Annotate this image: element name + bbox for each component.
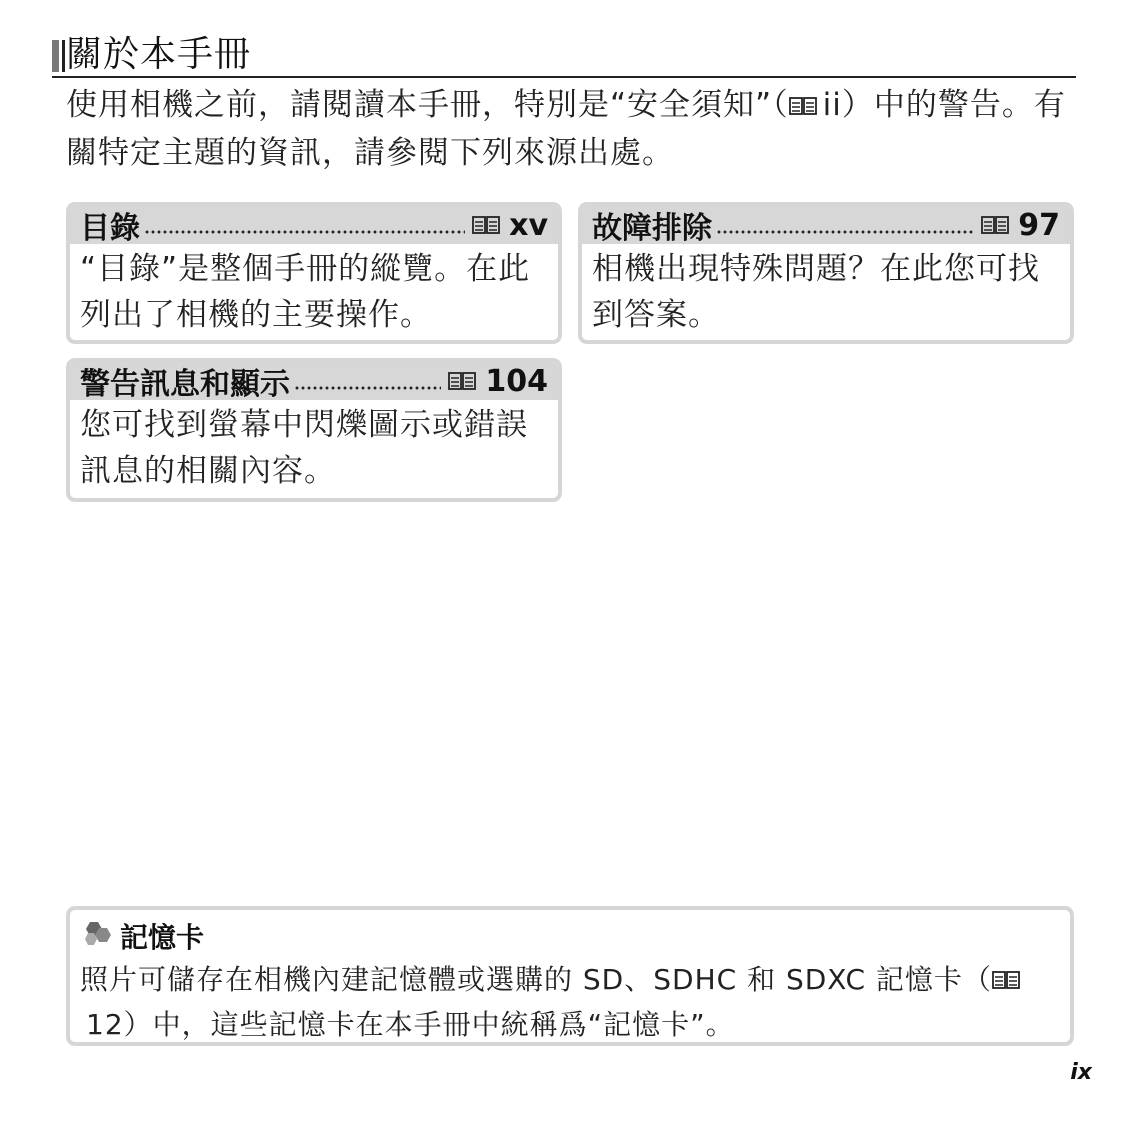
card-description: 您可找到螢幕中閃爍圖示或錯誤訊息的相關內容。 [80,407,528,489]
note-text [80,958,1060,1047]
note-text-start: 照片可儲存在相機內建記憶體或選購的 SD、SDHC 和 SDXC 記憶卡（ [80,963,992,996]
book-icon [980,208,1010,243]
card-page-ref[interactable] [447,364,548,399]
note-page-ref[interactable]: 12 [86,1008,124,1041]
card-table-of-contents [66,202,562,344]
section-heading [52,34,1076,78]
page-number-label: 97 [1018,207,1060,243]
card-title: 警告訊息和顯示 [80,367,290,402]
card-page-ref[interactable] [471,208,548,243]
book-icon [992,959,1020,1003]
note-title: 記憶卡 [120,921,205,954]
page-number-label: 104 [485,363,548,399]
leader-dots [144,229,465,235]
intro-page-ref[interactable]: ii [822,87,842,123]
card-description: “目錄”是整個手冊的縱覽。在此列出了相機的主要操作。 [80,251,531,333]
card-troubleshooting [578,202,1074,344]
intro-text-start: 使用相機之前，請閱讀本手冊，特別是“安全須知”（ [66,87,789,123]
card-header [70,206,558,244]
note-text-end: ）中，這些記憶卡在本手冊中統稱爲“記憶卡”。 [123,1008,735,1041]
memory-card-note [66,906,1074,1046]
intro-text-end: ）中的警告。有關特定主題的資訊，請參閱下列來源出處。 [66,87,1066,171]
book-icon [471,208,501,243]
card-header [70,362,558,400]
card-page-ref[interactable] [980,208,1060,243]
note-header [80,918,204,954]
card-header [582,206,1070,244]
book-icon [789,83,817,130]
card-warning-messages [66,358,562,502]
card-description: 相機出現特殊問題？在此您可找到答案。 [592,251,1040,333]
memory-card-icon [80,921,112,951]
leader-dots [716,229,974,235]
book-icon [447,364,477,399]
heading-marker [52,40,62,72]
card-title: 目錄 [80,211,140,246]
page-number-label: xv [509,207,548,243]
card-title: 故障排除 [592,211,712,246]
page-number: ix [1070,1060,1092,1085]
page-title: 關於本手冊 [66,34,252,75]
intro-paragraph [66,82,1066,177]
leader-dots [294,385,441,391]
